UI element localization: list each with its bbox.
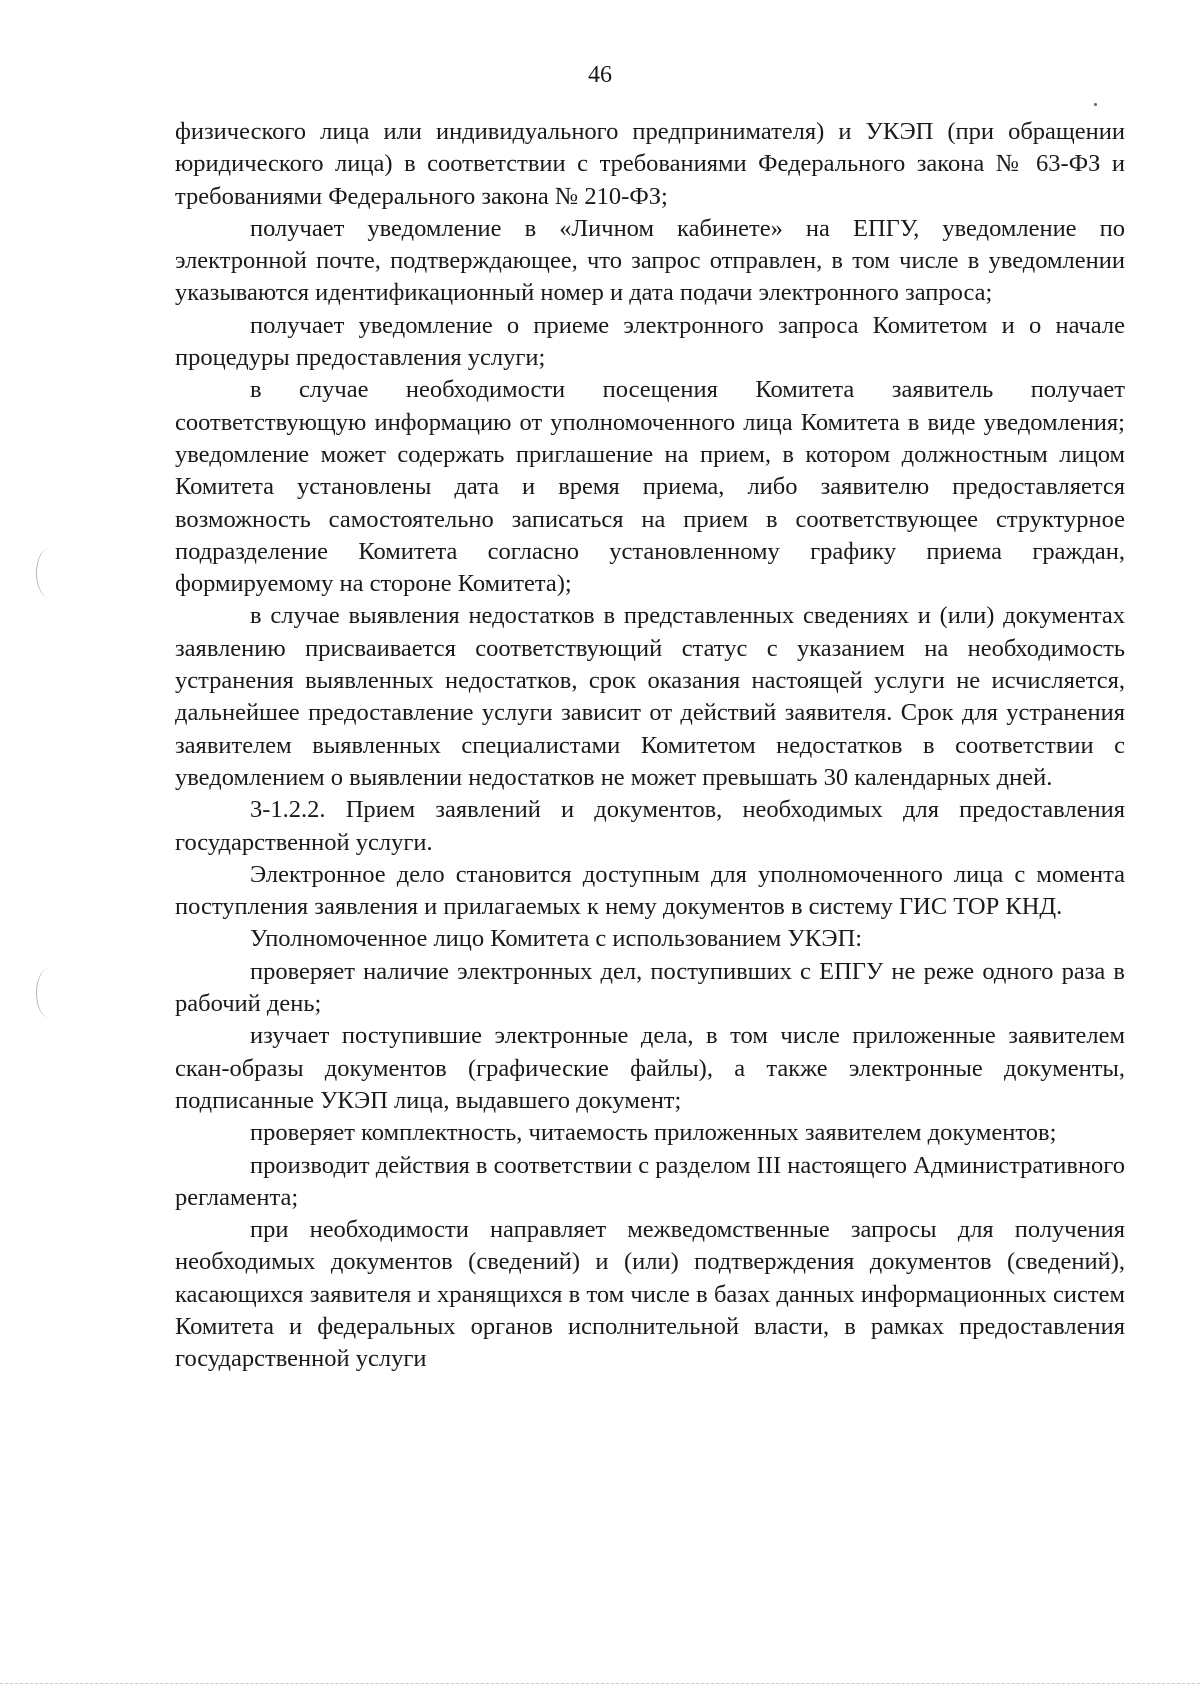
- paragraph-interagency-requests: при необходимости направляет межведомственные запросы для получения необходимых документов (сведений) и (или) подтверждения документов (сведений), касающихся заявителя и хранящихся в том числе в базах данных информационных систем Комитета и федеральных органов исполнительной власти, в рамках предоставления государственной услуги: [175, 1216, 1125, 1373]
- paragraph-notification-epgu: получает уведомление в «Личном кабинете» на ЕПГУ, уведомление по электронной почте, подтверждающее, что запрос отправлен, в том числе в уведомлении указываются идентификационный номер и дата подачи электронного запроса;: [175, 214, 1125, 307]
- section-heading-3-1-2-2: 3-1.2.2. Прием заявлений и документов, необходимых для предоставления государственной услуги.: [175, 796, 1125, 856]
- paragraph-electronic-case: Электронное дело становится доступным для уполномоченного лица с момента поступления заявления и прилагаемых к нему документов в систему ГИС ТОР КНД.: [175, 860, 1125, 921]
- punch-hole-lower: [36, 968, 63, 1018]
- scan-artifact-dot: [1094, 103, 1097, 106]
- paragraph-continuation: физического лица или индивидуального предпринимателя) и УКЭП (при обращении юридического лица) в соответствии с требованиями Федерального закона № 63-ФЗ и требованиями Федерального закона № 210-ФЗ;: [175, 118, 1125, 210]
- paragraph-authorized-person: Уполномоченное лицо Комитета с использованием УКЭП:: [250, 925, 863, 953]
- paragraph-notification-acceptance: получает уведомление о приеме электронного запроса Комитетом и о начале процедуры предоставления услуги;: [175, 311, 1125, 372]
- paragraph-performs-actions: производит действия в соответствии с разделом III настоящего Административного регламента;: [175, 1151, 1125, 1211]
- page-number: 46: [588, 62, 612, 88]
- paragraph-deficiencies: в случае выявления недостатков в представленных сведениях и (или) документах заявлению присваивается соответствующий статус с указанием на необходимость устранения выявленных недостатков, срок оказания настоящей услуги не исчисляется, дальнейшее предоставление услуги зависит от действий заявителя. Срок для устранения заявителем выявленных специалистами Комитетом недостатков в соответствии с уведомлением о выявлении недостатков не может превышать 30 календарных дней.: [175, 602, 1125, 791]
- paragraph-checks-completeness: проверяет комплектность, читаемость приложенных заявителем документов;: [250, 1119, 1057, 1147]
- document-body: [175, 116, 1125, 1376]
- punch-hole-upper: [36, 548, 63, 598]
- paragraph-committee-visit: в случае необходимости посещения Комитета заявитель получает соответствующую информацию от уполномоченного лица Комитета в виде уведомления; уведомление может содержать приглашение на прием, в котором должностным лицом Комитета установлены дата и время приема, либо заявителю предоставляется возможность самостоятельно записаться на прием в соответствующее структурное подразделение Комитета согласно установленному графику приема граждан, формируемому на стороне Комитета);: [175, 376, 1125, 598]
- paragraph-studies-cases: изучает поступившие электронные дела, в том числе приложенные заявителем скан-образы документов (графические файлы), а также электронные документы, подписанные УКЭП лица, выдавшего документ;: [175, 1022, 1125, 1114]
- scan-bottom-edge: [0, 1683, 1200, 1684]
- paragraph-checks-cases: проверяет наличие электронных дел, поступивших с ЕПГУ не реже одного раза в рабочий день;: [175, 957, 1125, 1018]
